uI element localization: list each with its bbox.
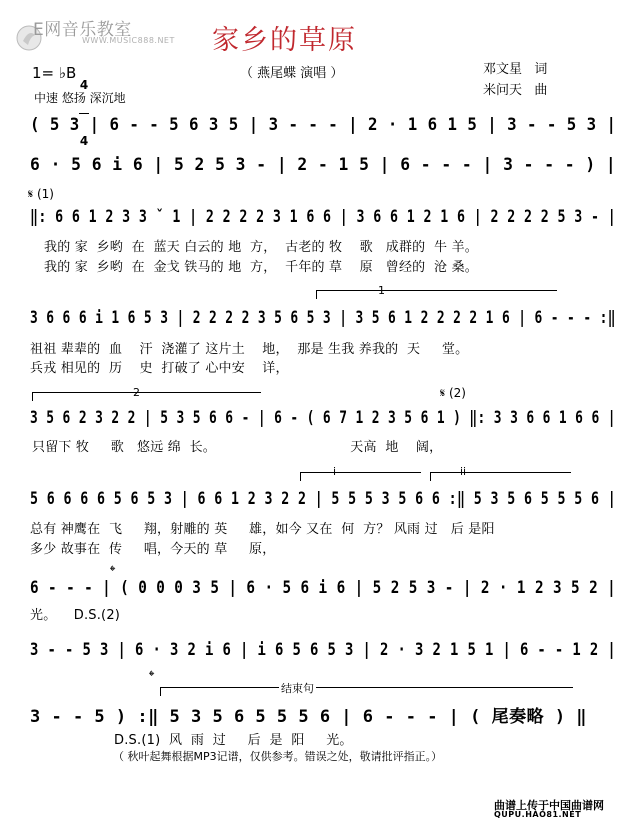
performer: （ 燕尾蝶 演唱 ） bbox=[240, 66, 344, 81]
lyric-row-9: D.S.(1) 风 雨 过 后 是 阳 光。 bbox=[114, 733, 353, 748]
segno-2: 𝄋 (2) bbox=[440, 386, 466, 400]
staff-row-8: 3 - - 5 3 | 6 · 3 2 i 6 | i 6 5 6 5 3 | 2 · 3 2 1 5 1 | 6 - - 1 2 | bbox=[30, 640, 617, 660]
song-title: 家乡的草原 bbox=[212, 25, 357, 56]
volta-1-label: 1 bbox=[378, 284, 385, 297]
lyric-row-5: 只留下 牧 歌 悠远 绵 长。 天高 地 阔， bbox=[32, 440, 443, 455]
staff-row-3: ‖: 6 6 1 2 3 3 ˇ 1 | 2 2 2 2 3 1 6 6 | 3 6 6 1 2 1 6 | 2 2 2 2 5 3 - | bbox=[30, 207, 617, 227]
tempo-marking: 中速 悠扬 深沉地 bbox=[34, 91, 126, 105]
lyric-row-3-verse-1: 我的 家 乡哟 在 蓝天 白云的 地 方， 古老的 牧 歌 成群的 牛 羊。 bbox=[44, 240, 478, 255]
lyric-row-6-verse-1: 总有 神鹰在 飞 翔，射雕的 英 雄，如今 又在 何 方？ 风雨 过 后 是阳 bbox=[30, 522, 495, 537]
ending-bracket bbox=[160, 687, 573, 696]
staff-row-6: 5 6 6 6 6 5 6 5 3 | 6 6 1 2 3 2 2 | 5 5 5 3 5 6 6 :‖ 5 3 5 6 5 5 5 6 | bbox=[30, 489, 617, 509]
lyric-row-7: 光。 D.S.(2) bbox=[30, 608, 121, 623]
lyric-row-4-verse-1: 祖祖 辈辈的 血 汗 浇灌了 这片土 地， 那是 生我 养我的 天 堂。 bbox=[30, 342, 469, 357]
key-signature: 1= ♭B bbox=[32, 64, 77, 82]
staff-row-9: 3 - - 5 ) :‖ 5 3 5 6 5 5 5 6 | 6 - - - | ( 尾奏略 ) ‖ bbox=[30, 707, 588, 727]
lyricist: 邓文星 词 bbox=[483, 62, 548, 77]
volta-ii-label: ii bbox=[460, 465, 467, 478]
transcriber-note: （ 秋叶起舞根据MP3记谱，仅供参考。错误之处，敬请批评指正。） bbox=[113, 750, 443, 763]
lyric-row-6-verse-2: 多少 故事在 传 唱，今天的 草 原， bbox=[30, 542, 276, 557]
logo-text: E网音乐教室 bbox=[33, 20, 132, 40]
ending-label: 结束句 bbox=[281, 682, 314, 695]
coda-sign-2: 𝄌 bbox=[149, 667, 155, 685]
footer-site: 曲谱上传于中国曲谱网 bbox=[494, 799, 604, 812]
staff-row-7: 6 - - - | ( 0 0 0 3 5 | 6 · 5 6 i 6 | 5 2 5 3 - | 2 · 1 2 3 5 2 | bbox=[30, 578, 617, 598]
volta-2-bracket bbox=[32, 392, 261, 401]
segno-1: 𝄋 (1) bbox=[28, 187, 54, 201]
volta-i-bracket bbox=[300, 472, 421, 481]
lyric-row-3-verse-2: 我的 家 乡哟 在 金戈 铁马的 地 方， 千年的 草 原 曾经的 沧 桑。 bbox=[44, 260, 478, 275]
volta-2-label: 2 bbox=[133, 386, 140, 399]
logo-emblem bbox=[6, 6, 32, 32]
time-sig-bottom: 4 bbox=[79, 134, 89, 148]
volta-ii-bracket bbox=[430, 472, 571, 481]
composer: 米问天 曲 bbox=[483, 83, 548, 98]
staff-row-5: 3 5 6 2 3 2 2 | 5 3 5 6 6 - | 6 - ( 6 7 1 2 3 5 6 1 ) ‖: 3 3 6 6 1 6 6 | bbox=[30, 408, 616, 428]
logo-url: WWW.MUSIC888.NET bbox=[82, 36, 175, 45]
footer-url: QUPU.HAO81.NET bbox=[494, 810, 582, 819]
volta-i-label: i bbox=[333, 465, 337, 478]
time-sig-top: 4 bbox=[79, 78, 89, 92]
staff-row-4: 3 6 6 6 i 1 6 5 3 | 2 2 2 2 3 5 6 5 3 | 3 5 6 1 2 2 2 2 1 6 | 6 - - - :‖ bbox=[30, 308, 616, 328]
coda-sign-1: 𝄌 bbox=[110, 562, 116, 580]
staff-row-2: 6 · 5 6 i 6 | 5 2 5 3 - | 2 - 1 5 | 6 - - - | 3 - - - ) | bbox=[30, 155, 617, 175]
staff-row-1: ( 5 3 | 6 - - 5 6 3 5 | 3 - - - | 2 · 1 6 1 5 | 3 - - 5 3 | bbox=[30, 115, 617, 135]
time-signature bbox=[79, 58, 89, 158]
volta-1-bracket bbox=[316, 290, 557, 299]
lyric-row-4-verse-2: 兵戎 相见的 历 史 打破了 心中安 详， bbox=[30, 361, 289, 376]
